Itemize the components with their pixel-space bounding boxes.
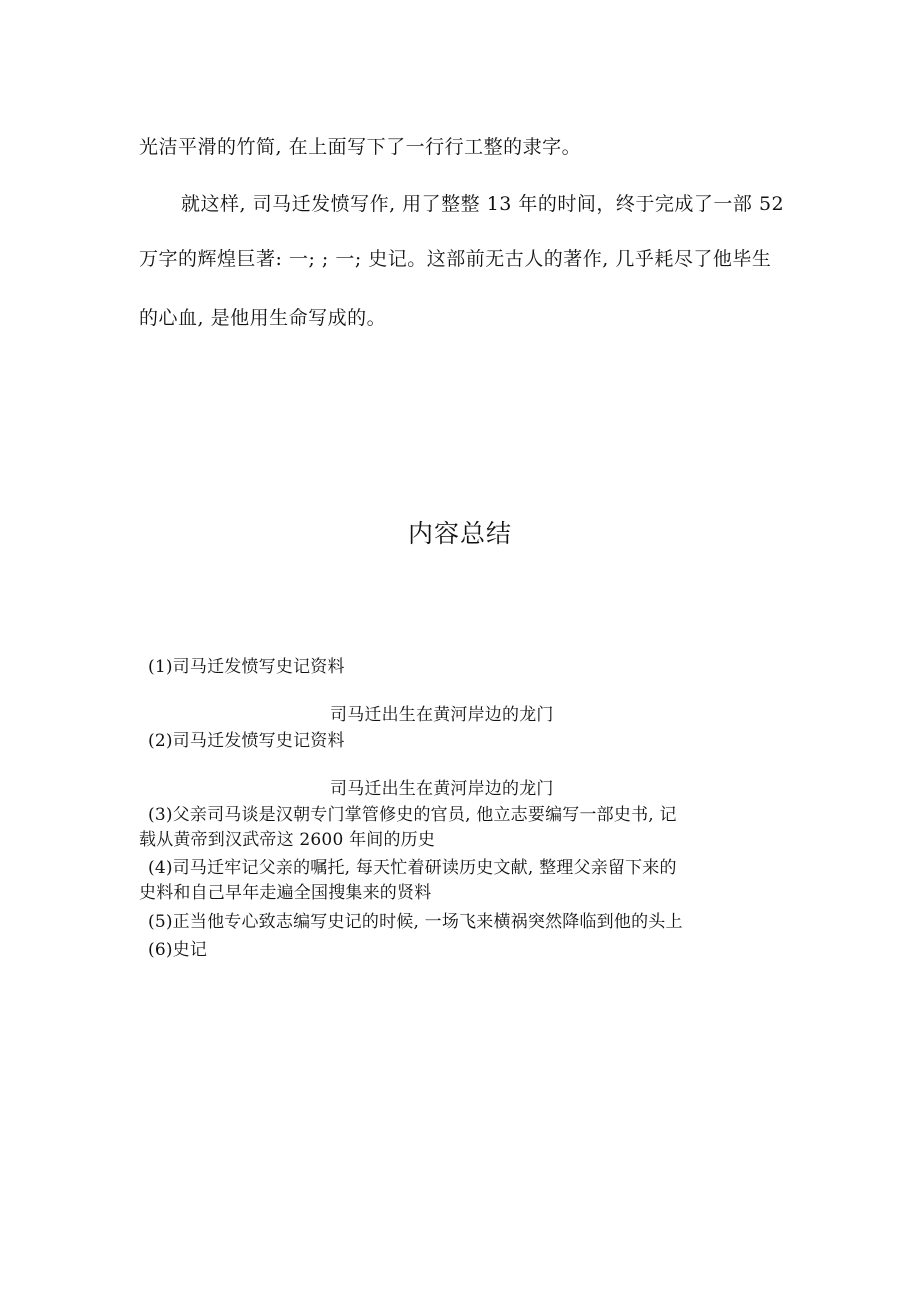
- summary-item-3-continued: 载从黄帝到汉武帝这 2600 年间的历史: [139, 830, 436, 850]
- paragraph-line: 光洁平滑的竹简, 在上面写下了一行行工整的隶字。: [139, 136, 582, 158]
- summary-item-4: (4)司马迁牢记父亲的嘱托, 每天忙着研读历史文献, 整理父亲留下来的: [148, 858, 677, 878]
- summary-item-5: (5)正当他专心致志编写史记的时候, 一场飞来横祸突然降临到他的头上: [148, 912, 683, 932]
- summary-item-2-subline: 司马迁出生在黄河岸边的龙门: [330, 779, 554, 799]
- paragraph-line: 的心血, 是他用生命写成的。: [139, 307, 387, 329]
- paragraph-line: 万字的辉煌巨著: 一; ; 一; 史记。这部前无古人的著作, 几乎耗尽了他毕生: [139, 248, 772, 270]
- summary-item-1-subline: 司马迁出生在黄河岸边的龙门: [330, 705, 554, 725]
- summary-item-4-continued: 史料和自己早年走遍全国搜集来的贤料: [139, 883, 432, 903]
- paragraph-line: 就这样, 司马迁发愤写作, 用了整整 13 年的时间，终于完成了一部 52: [181, 193, 785, 215]
- summary-item-1: (1)司马迁发愤写史记资料: [148, 657, 345, 677]
- summary-item-2: (2)司马迁发愤写史记资料: [148, 731, 345, 751]
- summary-item-6: (6)史记: [148, 940, 208, 960]
- summary-title: 内容总结: [407, 519, 512, 548]
- summary-item-3: (3)父亲司马谈是汉朝专门掌管修史的官员, 他立志要编写一部史书, 记: [148, 805, 677, 825]
